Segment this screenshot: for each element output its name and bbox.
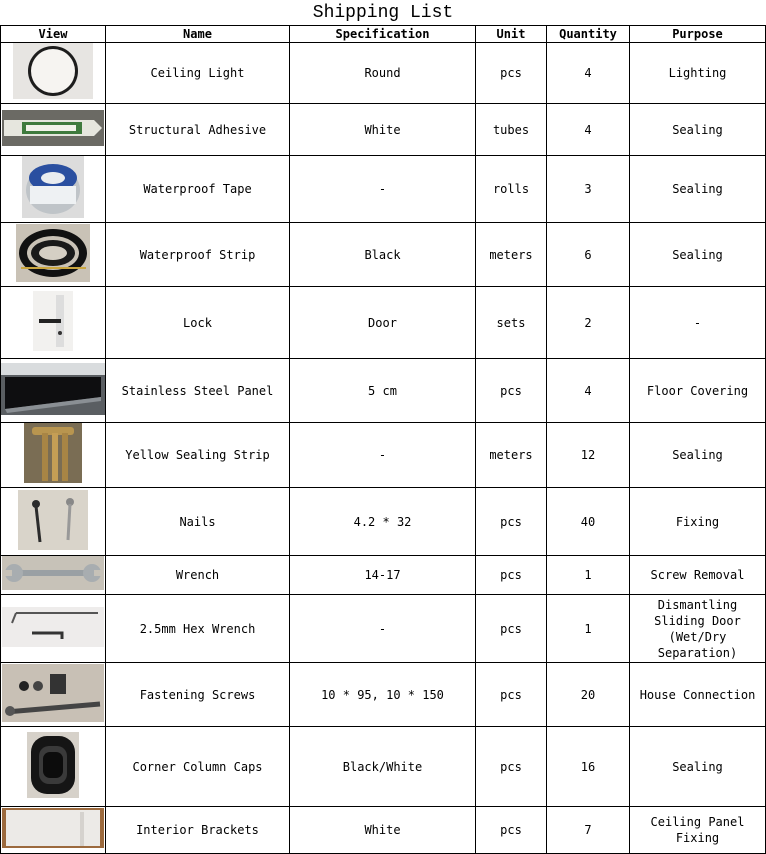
view-cell bbox=[1, 359, 106, 423]
quantity-cell: 20 bbox=[547, 663, 630, 727]
table-row bbox=[1, 727, 766, 807]
purpose-cell: Floor Covering bbox=[630, 359, 766, 423]
unit-cell: pcs bbox=[476, 359, 547, 423]
name-cell: Stainless Steel Panel bbox=[106, 359, 290, 423]
view-cell bbox=[1, 423, 106, 488]
table-row bbox=[1, 807, 766, 854]
name-cell: Waterproof Strip bbox=[106, 223, 290, 287]
unit-cell: pcs bbox=[476, 807, 547, 854]
name-cell: Ceiling Light bbox=[106, 43, 290, 104]
view-cell bbox=[1, 223, 106, 287]
bracket-photo bbox=[1, 808, 105, 852]
unit-cell: meters bbox=[476, 223, 547, 287]
quantity-cell: 16 bbox=[547, 727, 630, 807]
bolt-photo bbox=[1, 664, 105, 726]
view-cell bbox=[1, 556, 106, 595]
table-row bbox=[1, 595, 766, 663]
foam-strip-photo bbox=[1, 224, 105, 286]
page-title: Shipping List bbox=[312, 3, 454, 23]
quantity-cell: 2 bbox=[547, 287, 630, 359]
specification-cell: - bbox=[290, 156, 476, 223]
quantity-cell: 6 bbox=[547, 223, 630, 287]
table-row bbox=[1, 156, 766, 223]
specification-cell: Black bbox=[290, 223, 476, 287]
view-cell bbox=[1, 104, 106, 156]
view-cell bbox=[1, 156, 106, 223]
door-lock-photo bbox=[1, 291, 105, 355]
name-cell: Corner Column Caps bbox=[106, 727, 290, 807]
table-row bbox=[1, 104, 766, 156]
name-cell: Yellow Sealing Strip bbox=[106, 423, 290, 488]
purpose-cell: Screw Removal bbox=[630, 556, 766, 595]
quantity-cell: 40 bbox=[547, 488, 630, 556]
purpose-cell: Lighting bbox=[630, 43, 766, 104]
quantity-cell: 1 bbox=[547, 595, 630, 663]
view-cell bbox=[1, 595, 106, 663]
ceiling-light-photo bbox=[1, 43, 105, 103]
view-cell bbox=[1, 807, 106, 854]
purpose-cell: Sealing bbox=[630, 104, 766, 156]
unit-cell: rolls bbox=[476, 156, 547, 223]
yellow-strip-photo bbox=[1, 423, 105, 487]
unit-cell: tubes bbox=[476, 104, 547, 156]
quantity-cell: 12 bbox=[547, 423, 630, 488]
specification-cell: Round bbox=[290, 43, 476, 104]
header-quantity: Quantity bbox=[547, 26, 630, 43]
header-view: View bbox=[1, 26, 106, 43]
purpose-cell: Dismantling Sliding Door (Wet/Dry Separation) bbox=[630, 595, 766, 663]
table-row bbox=[1, 43, 766, 104]
quantity-cell: 4 bbox=[547, 104, 630, 156]
view-cell bbox=[1, 43, 106, 104]
specification-cell: 10 * 95, 10 * 150 bbox=[290, 663, 476, 727]
table-row bbox=[1, 287, 766, 359]
specification-cell: - bbox=[290, 423, 476, 488]
purpose-cell: Sealing bbox=[630, 223, 766, 287]
purpose-cell: Sealing bbox=[630, 727, 766, 807]
name-cell: Structural Adhesive bbox=[106, 104, 290, 156]
specification-cell: Black/White bbox=[290, 727, 476, 807]
hex-wrench-photo bbox=[1, 607, 105, 651]
specification-cell: 4.2 * 32 bbox=[290, 488, 476, 556]
header-unit: Unit bbox=[476, 26, 547, 43]
unit-cell: meters bbox=[476, 423, 547, 488]
unit-cell: sets bbox=[476, 287, 547, 359]
name-cell: Nails bbox=[106, 488, 290, 556]
table-row bbox=[1, 223, 766, 287]
wrench-photo bbox=[1, 556, 105, 594]
header-specification: Specification bbox=[290, 26, 476, 43]
specification-cell: Door bbox=[290, 287, 476, 359]
nails-photo bbox=[1, 490, 105, 554]
name-cell: Fastening Screws bbox=[106, 663, 290, 727]
purpose-cell: Sealing bbox=[630, 423, 766, 488]
table-row bbox=[1, 423, 766, 488]
purpose-cell: Ceiling Panel Fixing bbox=[630, 807, 766, 854]
adhesive-tube-photo bbox=[1, 110, 105, 150]
name-cell: Lock bbox=[106, 287, 290, 359]
view-cell bbox=[1, 727, 106, 807]
tape-roll-photo bbox=[1, 156, 105, 222]
unit-cell: pcs bbox=[476, 595, 547, 663]
purpose-cell: House Connection bbox=[630, 663, 766, 727]
specification-cell: White bbox=[290, 104, 476, 156]
specification-cell: - bbox=[290, 595, 476, 663]
quantity-cell: 1 bbox=[547, 556, 630, 595]
unit-cell: pcs bbox=[476, 43, 547, 104]
quantity-cell: 7 bbox=[547, 807, 630, 854]
steel-panel-photo bbox=[1, 363, 105, 419]
unit-cell: pcs bbox=[476, 488, 547, 556]
unit-cell: pcs bbox=[476, 663, 547, 727]
name-cell: Waterproof Tape bbox=[106, 156, 290, 223]
purpose-cell: Sealing bbox=[630, 156, 766, 223]
purpose-cell: - bbox=[630, 287, 766, 359]
name-cell: Wrench bbox=[106, 556, 290, 595]
table-row bbox=[1, 556, 766, 595]
quantity-cell: 4 bbox=[547, 359, 630, 423]
unit-cell: pcs bbox=[476, 556, 547, 595]
purpose-cell: Fixing bbox=[630, 488, 766, 556]
view-cell bbox=[1, 663, 106, 727]
name-cell: 2.5mm Hex Wrench bbox=[106, 595, 290, 663]
specification-cell: White bbox=[290, 807, 476, 854]
column-cap-photo bbox=[1, 732, 105, 802]
header-name: Name bbox=[106, 26, 290, 43]
header-row bbox=[1, 26, 766, 43]
specification-cell: 14-17 bbox=[290, 556, 476, 595]
view-cell bbox=[1, 488, 106, 556]
table-row bbox=[1, 359, 766, 423]
view-cell bbox=[1, 287, 106, 359]
shipping-table bbox=[0, 25, 766, 854]
header-purpose: Purpose bbox=[630, 26, 766, 43]
unit-cell: pcs bbox=[476, 727, 547, 807]
table-row bbox=[1, 663, 766, 727]
table-row bbox=[1, 488, 766, 556]
quantity-cell: 3 bbox=[547, 156, 630, 223]
quantity-cell: 4 bbox=[547, 43, 630, 104]
name-cell: Interior Brackets bbox=[106, 807, 290, 854]
specification-cell: 5 cm bbox=[290, 359, 476, 423]
